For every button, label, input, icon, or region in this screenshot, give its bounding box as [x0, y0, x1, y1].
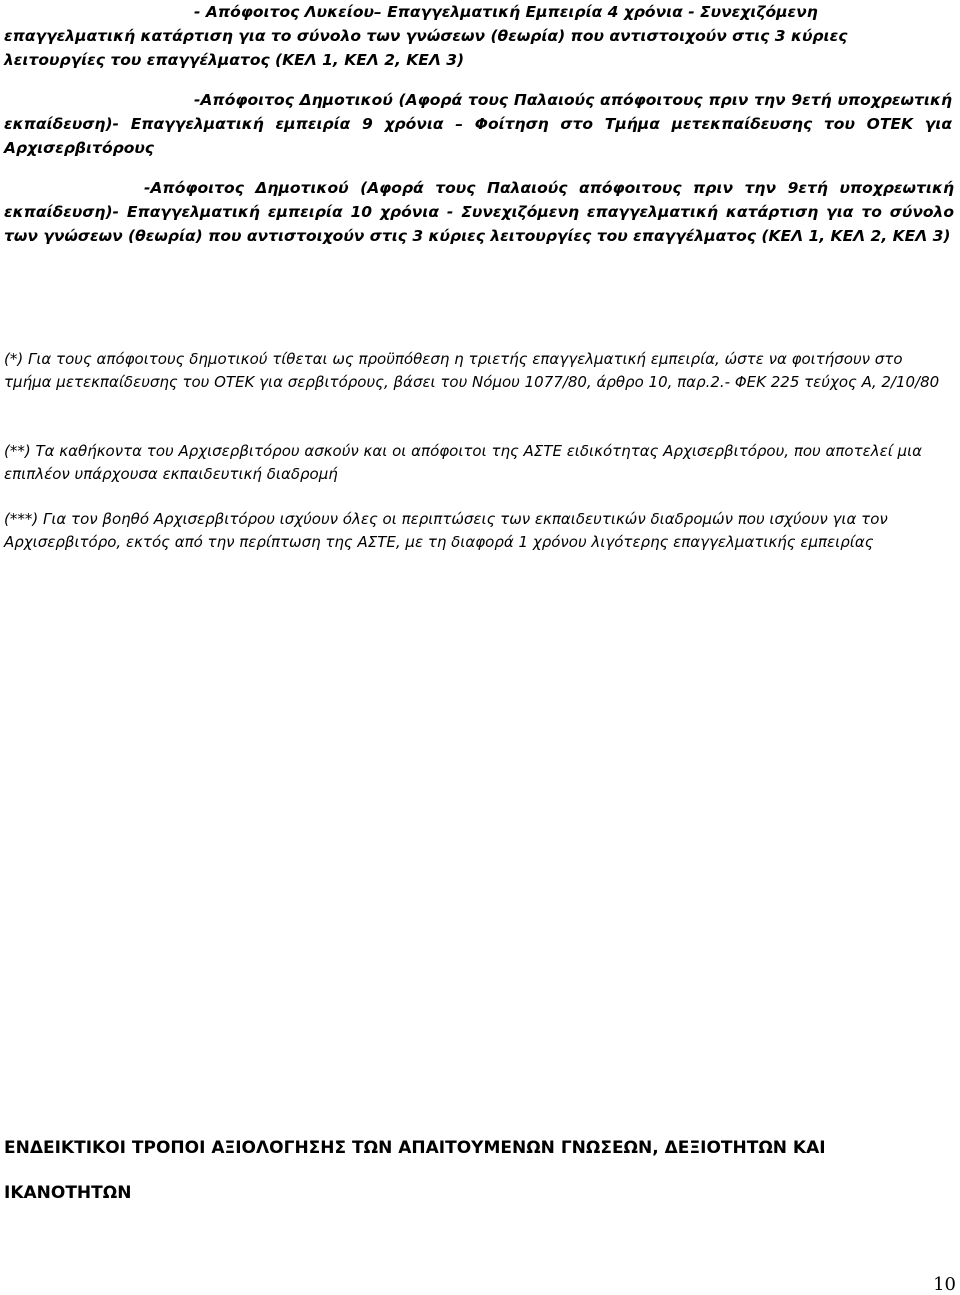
pathway-primary-graduate-training: -Απόφοιτος Δημοτικού (Αφορά τους Παλαιούς απόφοιτους πριν την 9ετή υποχρεωτική εκπαίδευση)- Επαγγελματική εμπειρία 10 χρόνια - Συνεχιζόμενη επαγγελματική κατάρτιση για το σύνολο των γνώσεων (θεωρία) που αντιστοιχούν στις 3 κύριες λειτουργίες του επαγγέλματος (ΚΕΛ 1, ΚΕΛ 2, ΚΕΛ 3) — [4, 179, 954, 245]
footnote-assistant-headwaiter: (***) Για τον βοηθό Αρχισερβιτόρου ισχύουν όλες οι περιπτώσεις των εκπαιδευτικών διαδρομών που ισχύουν για τον Αρχισερβιτόρο, εκτός από την περίπτωση της ΑΣΤΕ, με τη διαφορά 1 χρόνου λιγότερης επαγγελματικής εμπειρίας — [4, 510, 888, 551]
page-number: 10 — [933, 1274, 956, 1295]
pathway-lyceum-graduate: - Απόφοιτος Λυκείου– Επαγγελματική Εμπειρία 4 χρόνια - Συνεχιζόμενη επαγγελματική κατάρτιση για το σύνολο των γνώσεων (θεωρία) που αντιστοιχούν στις 3 κύριες λειτουργίες του επαγγέλματος (ΚΕΛ 1, ΚΕΛ 2, ΚΕΛ 3) — [4, 3, 848, 69]
footnote-primary-graduates: (*) Για τους απόφοιτους δημοτικού τίθεται ως προϋπόθεση η τριετής επαγγελματική εμπειρία, ώστε να φοιτήσουν στο τμήμα μετεκπαίδευσης του ΟΤΕΚ για σερβιτόρους, βάσει του Νόμου 1077/80, άρθρο 10, παρ.2.- ΦΕΚ 225 τεύχος Α, 2/10/80 — [4, 350, 940, 391]
section-heading: ΕΝΔΕΙΚΤΙΚΟΙ ΤΡΟΠΟΙ ΑΞΙΟΛΟΓΗΣΗΣ ΤΩΝ ΑΠΑΙΤΟΥΜΕΝΩΝ ΓΝΩΣΕΩΝ, ΔΕΞΙΟΤΗΤΩΝ ΚΑΙ ΙΚΑΝΟΤΗΤΩΝ — [4, 1138, 826, 1203]
pathway-primary-graduate-otek: -Απόφοιτος Δημοτικού (Αφορά τους Παλαιούς απόφοιτους πριν την 9ετή υποχρεωτική εκπαίδευση)- Επαγγελματική εμπειρία 9 χρόνια – Φοίτηση στο Τμήμα μετεκπαίδευσης του ΟΤΕΚ για Αρχισερβιτόρους — [4, 91, 952, 157]
footnote-aste-graduates: (**) Τα καθήκοντα του Αρχισερβιτόρου ασκούν και οι απόφοιτοι της ΑΣΤΕ ειδικότητας Αρχισερβιτόρου, που αποτελεί μια επιπλέον υπάρχουσα εκπαιδευτική διαδρομή — [4, 442, 923, 483]
